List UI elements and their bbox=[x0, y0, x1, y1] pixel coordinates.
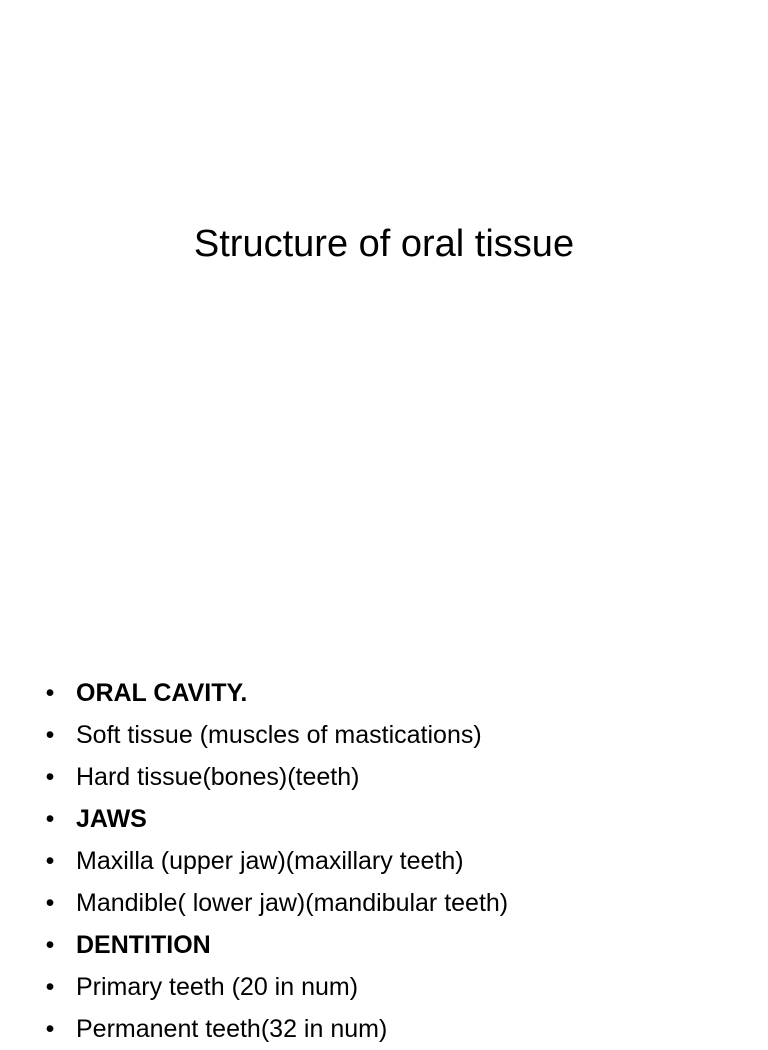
bullet-text: DENTITION bbox=[76, 931, 211, 959]
bullet-item bbox=[44, 672, 508, 714]
bullet-text: Primary teeth (20 in num) bbox=[76, 973, 359, 1001]
bullet-dot-icon: • bbox=[45, 1015, 55, 1043]
bullet-item bbox=[44, 714, 508, 756]
bullet-dot-icon: • bbox=[45, 721, 55, 749]
bullet-text: Soft tissue (muscles of mastications) bbox=[76, 721, 482, 749]
bullet-text: JAWS bbox=[76, 805, 147, 833]
bullet-dot-icon: • bbox=[45, 805, 55, 833]
bullet-dot-icon: • bbox=[45, 973, 55, 1001]
bullet-list bbox=[44, 672, 508, 1050]
bullet-text: Mandible( lower jaw)(mandibular teeth) bbox=[76, 889, 509, 917]
bullet-text: Hard tissue(bones)(teeth) bbox=[76, 763, 360, 791]
bullet-item bbox=[44, 924, 508, 966]
bullet-item bbox=[44, 966, 508, 1008]
bullet-dot-icon: • bbox=[45, 889, 55, 917]
bullet-item bbox=[44, 756, 508, 798]
bullet-item bbox=[44, 798, 508, 840]
bullet-dot-icon: • bbox=[45, 763, 55, 791]
bullet-text: Permanent teeth(32 in num) bbox=[76, 1015, 388, 1043]
bullet-item bbox=[44, 840, 508, 882]
bullet-dot-icon: • bbox=[45, 847, 55, 875]
slide-title: Structure of oral tissue bbox=[193, 223, 575, 265]
bullet-dot-icon: • bbox=[45, 679, 55, 707]
bullet-text: ORAL CAVITY. bbox=[76, 679, 248, 707]
bullet-text: Maxilla (upper jaw)(maxillary teeth) bbox=[76, 847, 464, 875]
bullet-item bbox=[44, 882, 508, 924]
bullet-item bbox=[44, 1008, 508, 1050]
bullet-dot-icon: • bbox=[45, 931, 55, 959]
